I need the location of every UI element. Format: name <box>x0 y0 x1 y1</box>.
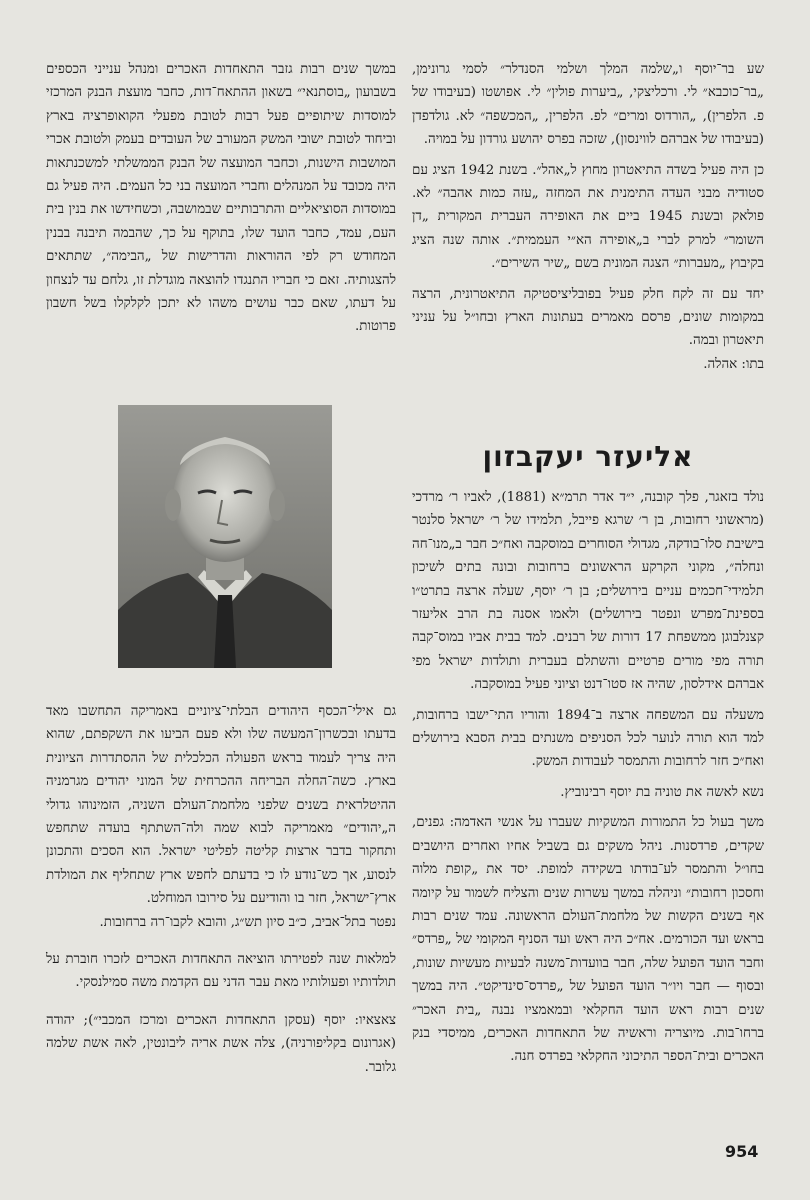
right-column-biography <box>412 486 764 1069</box>
paragraph: נשא לאשה את טוניה בת יוסף רבינוביץ. <box>560 784 764 800</box>
paragraph: נפטר בתל־אביב, כ״ב סיון תש״ג, והובא לקבו־רה ברחובות. <box>99 914 396 930</box>
right-column-top <box>412 58 764 376</box>
daughter-line: בתו: אהלה. <box>703 356 764 372</box>
paragraph: נולד בזאגר, פלך קובנה, י״ד אדר תרמ״א (1881), לאביו ר׳ מרדכי (מראשוני רחובות, בן ר׳ שרגא פייבל, תלמידו של ר׳ ישראל סלנטר בישיבת סלו־בודקה, מגדולי הסוחרים במוסקבה ואח״כ חבר ב„מנו־חה ונחלה״, מקוני הקרקע הראשונים ברחובות ובונה בתים לשיכון תלמידי־חכמים עניים בירושלים; בן ר׳ יוסף, שעלה ארצה בתרט״ו בספינת־מפרש ונפטר בירושלים) ולאמו אסנה בת הרב אליעזר קצנלבוגן ממשפחת 17 דורות של רבנים. למד בבית אביו במוס־קבה תורה מפי מורים פרטיים והשתלם בעברית ותולדות ישראל מפי אברהם אידלסון, שהיה אז סטו־דנט וציוני פעיל במוסקבה. <box>412 490 765 693</box>
paragraph: כן היה פעיל בשדה התיאטרון מחוץ ל„אהל״. בשנת 1942 הציג עם סטודיה מבני העדה התימנית את המחזה „עזה כמות אהבה״ לא. פולאק ובשנת 1945 ביים את האופירה העברית המקורית „דן השומר״ למרק לברי ב„אופירה הא״י העממית״. אותה שנה הציג בקיבוץ „מעברות״ הצגה המונית בשם „שיר השירים״. <box>412 162 765 272</box>
descendants-paragraph: צאצאיו: יוסף (עסקן התאחדות האכרים ומרכז המכבי״); יהודה (אגרונום בקליפורניה), צלה אשת אריה ליבונטין, לאה אשת שלמה גלובר. <box>46 1012 396 1075</box>
page-number: 954 <box>725 1142 759 1161</box>
article-heading: אליעזר יעקבזון <box>482 440 694 473</box>
paragraph: גם אילי־הכסף היהודים הבלתי־ציוניים באמריקה התחשבו מאד בדעתו ובכשרון־המעשה שלו ולא פעם הביעו את השקפתם, שהוא היה צריך לעמוד בראש הפעולה הכלכלית של ההסתדרות הציונית בארץ. כשה־החלה הבריחה ההכרחית של המוני יהודים מגרמניה ההיטלראית בשנים שלפני מלחמת־העולם השניה, הזמינוהו גדולי ה„יהודים״ מאמריקה לבוא שמה ולה־השתתף בועדה שתחפש ותחקור בדבר ארצות קליטה לפליטי ישראל. הוא הסכים והתכונן לנסוע, אך כש־נודע לו כי בדעתם לחפש ארץ שתחליף את המולדת ארץ־ישראל, חזר בו והודיעם על סירובו המוחלט. <box>46 704 396 907</box>
portrait-photo <box>118 405 332 668</box>
left-column-bottom <box>46 700 396 1079</box>
paragraph: למלאות שנה לפטירתו הוציאה התאחדות האכרים לזכרו חוברת על תולדותיו ופעולותיו מאת עבר הדני עם הקדמת משה סמילנסקי. <box>46 952 396 991</box>
paragraph: שע בר־יוסף ו„שלמה המלך ושלמי הסנדלר״ לסמי גרונימן, „בר־כוכבא״ לי. ורכליצקי, „ביערות פולין״ לי. אפושטו (בעיבודו של פ. הלפרין), „הורדוס ומרים״ לפ. הלפרין, „המכשפה״ לא. גולדפדן (בעיבודו של אברהם לווינסון), שזכה בפרס יהושע גורדון על במויה. <box>412 62 764 148</box>
paragraph: במשך שנים רבות גזבר התאחדות האכרים ומנהל ענייני הכספים בשבועון „בוסתנאי״ בשאון ההתאח־דות, כחבר מועצת הבנק המרכזי למוסדות שיתופיים פעל רבות לטובת מפעלי הקואופרציה בארץ וביחוד לטובת ישובי המשק המעורב של העובדים בעמק ולטובת אכרי המושבות הישנות, וכחבר המועצה של הבנק הממשלתי למשכנתאות היה מכובד על המנהלים וחברי המועצה בני כל העמים. היה פעיל גם במוסדות הסוציאליים והתרבותיים שבמושבה, וכשחידשו את בנין בית העם, עמד, כחבר הועד שלו, בתוקף על כך, שהבמה תיבנה בבנין המחודש רק לפי ההוראות והדרישות של „הבימה״, שתתאים להצגותיה. זאם כי חבריו התנגדו להוצאה מוגדלת זו, גלחם עד לנצחון על דעתו, שאם כבר עושים משהו לא יתכן לקלקלו בשל חשבון פרוטות. <box>46 62 396 335</box>
paragraph: משעלה עם המשפחה ארצה ב־1894 והוריו התי־ישבו ברחובות, למד הוא תורה לנוער לכל הסניפים משנתים בבית הסבא בירושלים ואח״כ חזר לרחובות והתמסר לעבודות המשק. <box>412 707 764 770</box>
paragraph: משך בעול כל התמורות המשקיות שעברו על אנשי האדמה: גפנים, שקדים, פרדסנות. ניהל משקים גם בשביל אחיו ואחרים היושבים בחו״ל והתמסר לע־בודתו בשקידה למופת. יסד את „קופת מלוה וחסכון רחובות״ וניהלה במשך עשרות שנים והצליח לשמור על קיומה אף בשנים הקשות של מלחמת־העולם הראשונה. עמד שנים רבות בראש ועד הכורמים. אח״כ היה ראש ועד הסניף המקומי של „פרדס״ וחבר הועד הפועל שלה, חבר בוועדות־משנה לבעיות מעשיות שונות, ובסוף — חבר ויו״ר הועד הפועל של „פרדס־סינדיקט״. היה במשך שנים רבות ראש הועד החקלאי ובמאמציו נבנה „בית האכר״ ברחו־בות. מיוצריה וראשיה של התאחדות האכרים, ממיסדי בנק האכרים ובית־הספר התיכוני החקלאי בפרדס חנה. <box>412 815 764 1065</box>
paragraph: יחד עם זה לקח חלק פעיל בפובליציסטיקה התיאטרונית, הרצה במקומות שונים, פרסם מאמרים בעתונות הארץ ובחו״ל על עניני תיאטרון ובמה. <box>412 286 764 349</box>
left-column-top <box>46 58 396 339</box>
